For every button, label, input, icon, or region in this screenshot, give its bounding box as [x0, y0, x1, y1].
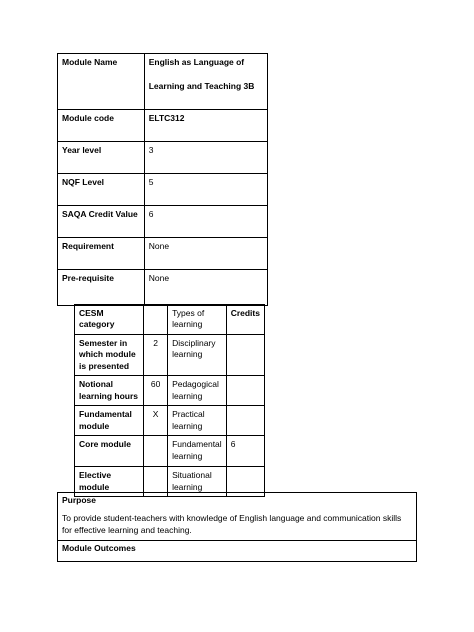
cesm-row-value: 60 — [144, 376, 168, 406]
module-code-value: ELTC312 — [144, 110, 267, 142]
module-code-row — [58, 110, 268, 142]
learning-credits — [226, 406, 264, 436]
requirement-value: None — [144, 238, 267, 270]
cesm-blank-header — [144, 305, 168, 335]
credits-header: Credits — [226, 305, 264, 335]
learning-type: Pedagogical learning — [168, 376, 227, 406]
learning-credits — [226, 334, 264, 375]
cesm-row-value: X — [144, 406, 168, 436]
learning-type: Disciplinary learning — [168, 334, 227, 375]
cesm-table — [74, 304, 265, 497]
learning-credits: 6 — [226, 436, 264, 467]
cesm-row-label: Semester in which module is presented — [75, 334, 144, 375]
requirement-row — [58, 238, 268, 270]
prerequisite-value: None — [144, 270, 267, 306]
module-outcomes-heading: Module Outcomes — [58, 541, 417, 562]
cesm-row-label: Core module — [75, 436, 144, 467]
cesm-category-header: CESM category — [75, 305, 144, 335]
nqf-level-value: 5 — [144, 174, 267, 206]
year-level-label: Year level — [58, 142, 145, 174]
cesm-row-label: Elective module — [75, 467, 144, 497]
purpose-heading: Purpose — [62, 495, 97, 505]
saqa-credit-label: SAQA Credit Value — [58, 206, 145, 238]
saqa-credit-row — [58, 206, 268, 238]
cesm-row-label: Notional learning hours — [75, 376, 144, 406]
purpose-text: To provide student-teachers with knowledge of English language and communication skills for effective learning and teaching. — [62, 513, 402, 535]
learning-type: Fundamental learning — [168, 436, 227, 467]
cesm-row-label: Fundamental module — [75, 406, 144, 436]
module-name-value — [144, 54, 267, 110]
purpose-row — [58, 493, 417, 541]
table-row — [75, 334, 265, 375]
module-info-table — [57, 53, 268, 306]
module-name-label: Module Name — [58, 54, 145, 110]
learning-credits — [226, 376, 264, 406]
purpose-cell — [58, 493, 417, 541]
purpose-table — [57, 492, 417, 562]
learning-type: Practical learning — [168, 406, 227, 436]
module-name-row — [58, 54, 268, 110]
requirement-label: Requirement — [58, 238, 145, 270]
nqf-level-label: NQF Level — [58, 174, 145, 206]
module-name-line2: Learning and Teaching 3B — [148, 81, 255, 92]
nqf-level-row — [58, 174, 268, 206]
cesm-row-value: 2 — [144, 334, 168, 375]
module-code-label: Module code — [58, 110, 145, 142]
prerequisite-label: Pre-requisite — [58, 270, 145, 306]
table-row — [75, 406, 265, 436]
outcomes-row — [58, 541, 417, 562]
prerequisite-row — [58, 270, 268, 306]
table-row — [75, 436, 265, 467]
learning-type: Situational learning — [168, 467, 227, 497]
year-level-row — [58, 142, 268, 174]
year-level-value: 3 — [144, 142, 267, 174]
saqa-credit-value: 6 — [144, 206, 267, 238]
cesm-header-row — [75, 305, 265, 335]
cesm-row-value — [144, 436, 168, 467]
table-row — [75, 376, 265, 406]
module-name-line1: English as Language of — [148, 57, 245, 67]
types-of-learning-header: Types of learning — [168, 305, 227, 335]
